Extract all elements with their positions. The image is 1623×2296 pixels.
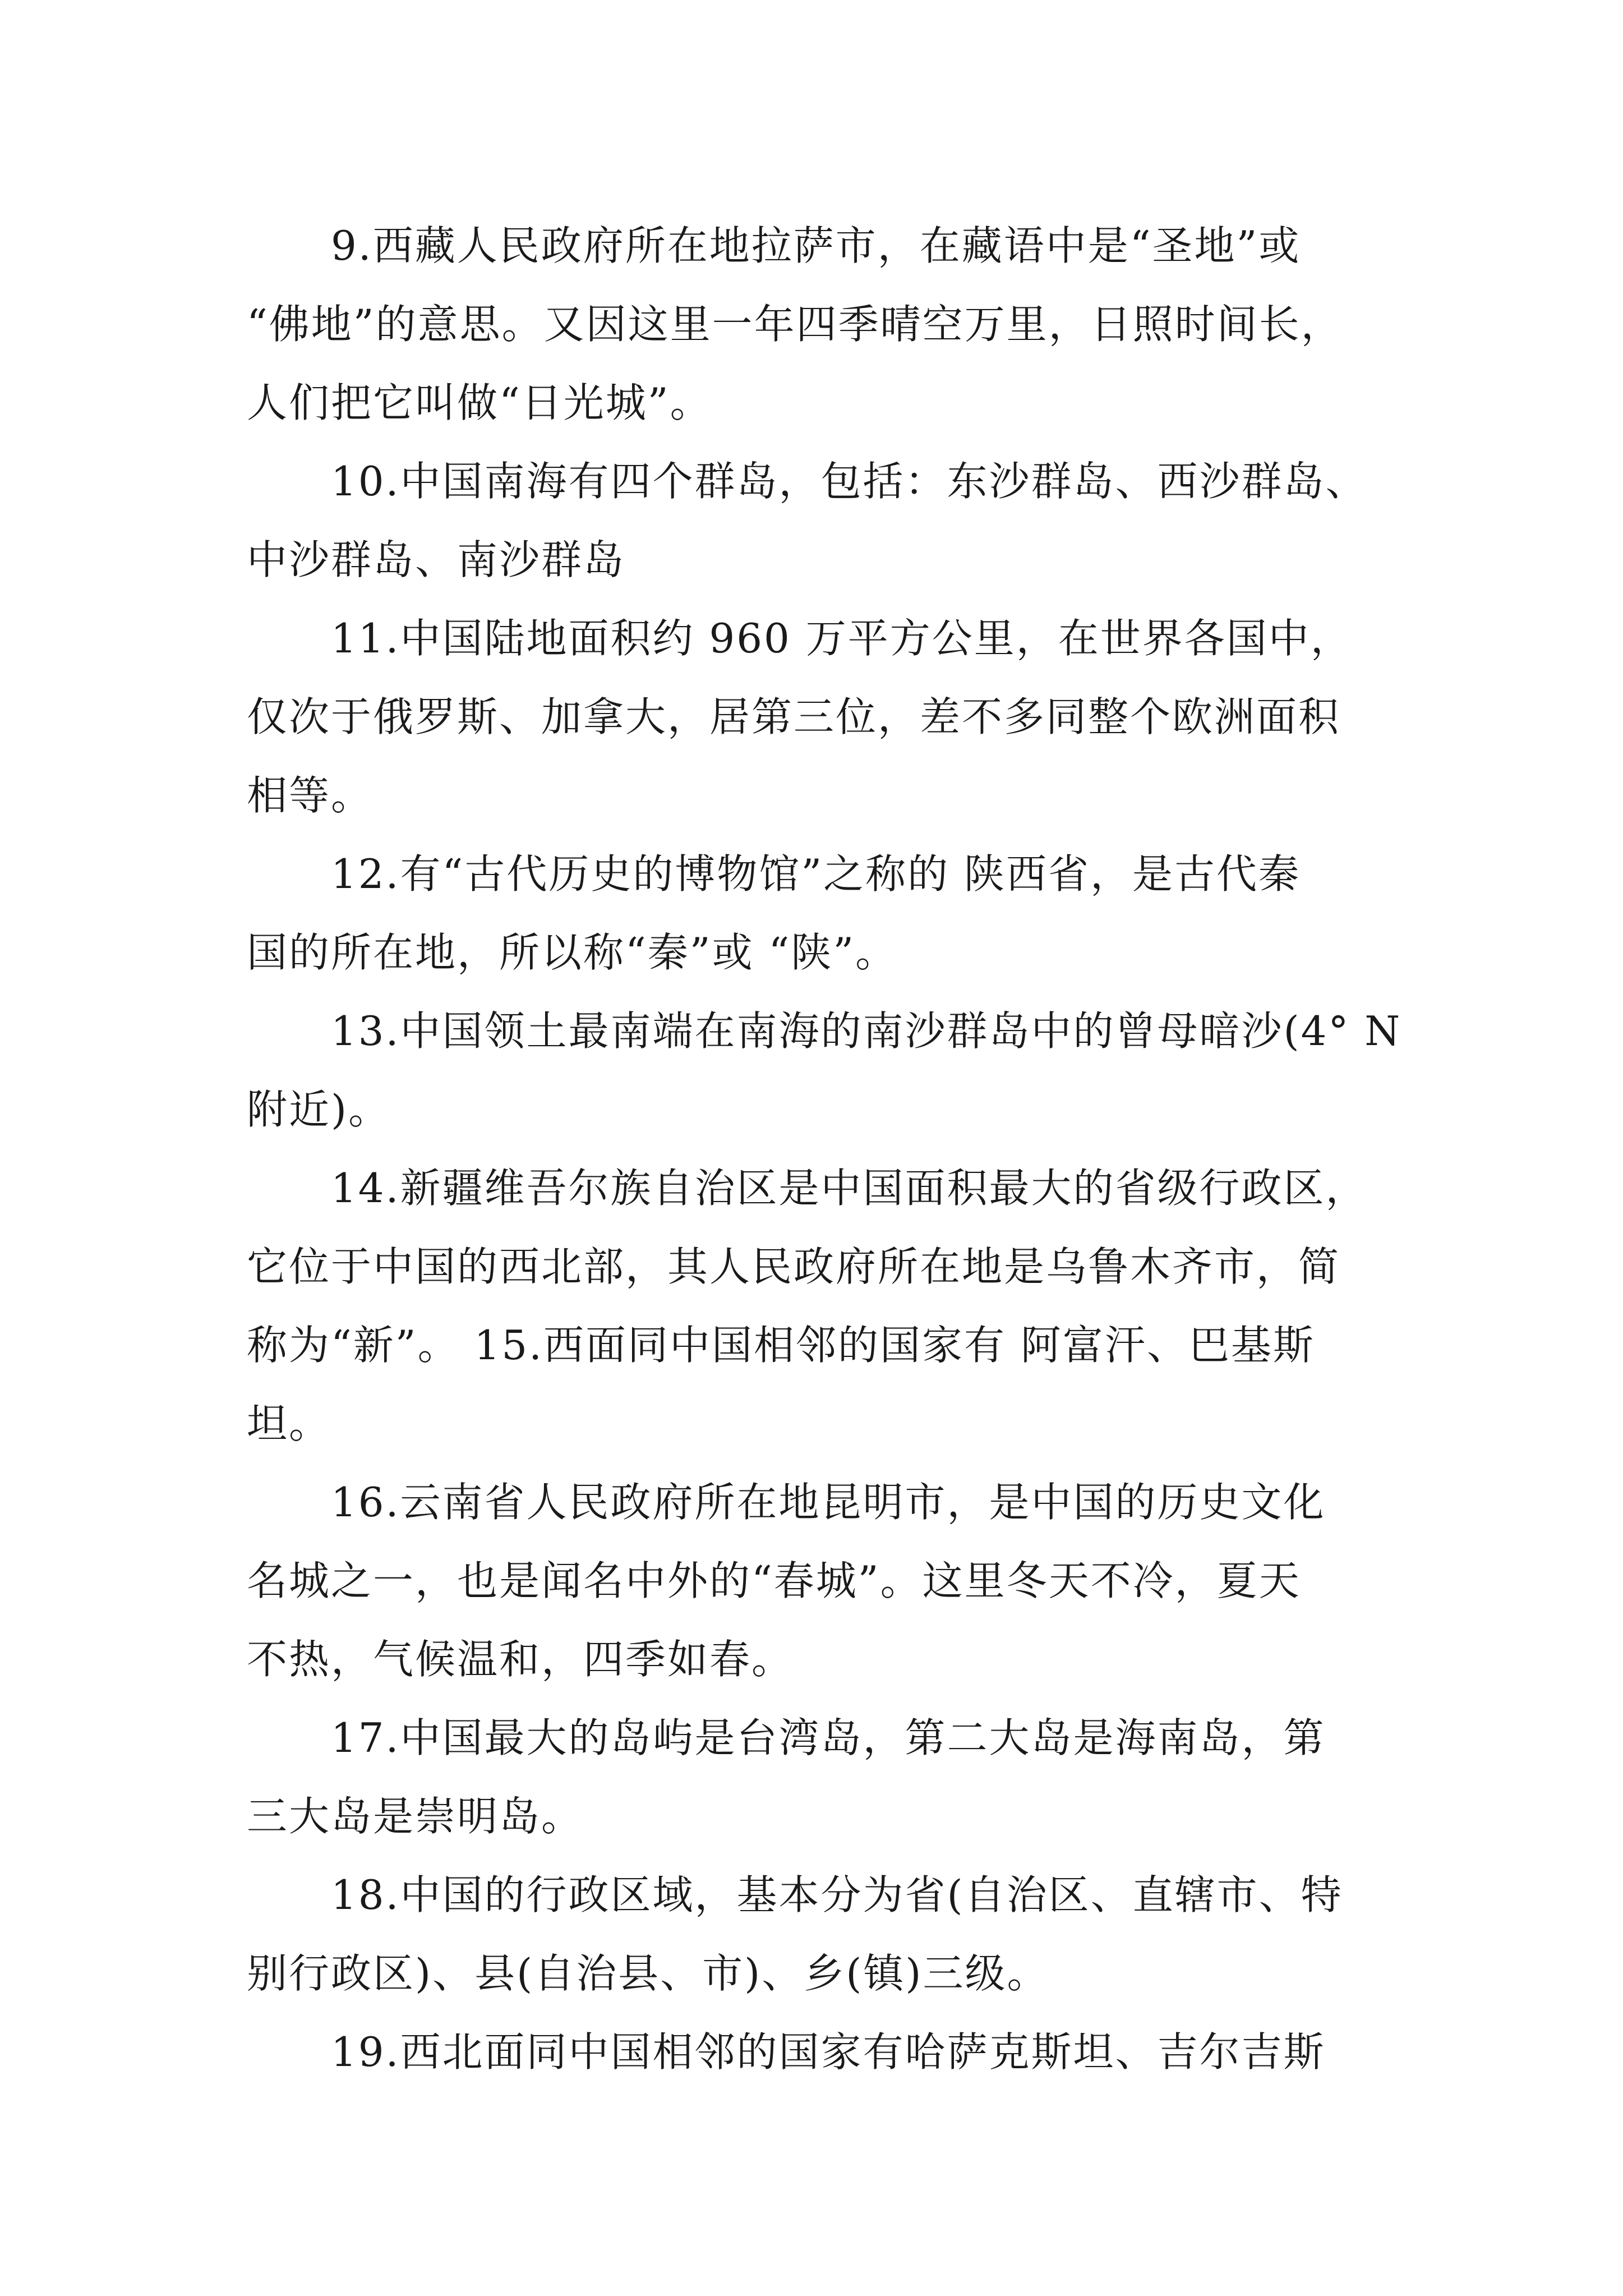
- text-line: 18.中国的行政区域，基本分为省(自治区、直辖市、特: [331, 1871, 1343, 1918]
- text-line: 附近)。: [247, 1086, 391, 1133]
- text-line: 仅次于俄罗斯、加拿大，居第三位，差不多同整个欧洲面积: [247, 693, 1341, 740]
- text-line: 17.中国最大的岛屿是台湾岛，第二大岛是海南岛，第: [331, 1714, 1326, 1761]
- text-line: 10.中国南海有四个群岛，包括：东沙群岛、西沙群岛、: [331, 458, 1368, 505]
- text-line: 中沙群岛、南沙群岛: [247, 536, 626, 583]
- text-line: 称为“新”。 15.西面同中国相邻的国家有 阿富汗、巴基斯: [247, 1322, 1315, 1369]
- text-line: 坦。: [247, 1400, 331, 1447]
- text-line: 三大岛是崇明岛。: [247, 1793, 584, 1840]
- text-line: 12.有“古代历史的博物馆”之称的 陕西省，是古代秦: [331, 850, 1301, 898]
- text-line: 它位于中国的西北部，其人民政府所在地是乌鲁木齐市，简: [247, 1243, 1341, 1290]
- text-line: 名城之一，也是闻名中外的“春城”。这里冬天不冷，夏天: [247, 1557, 1301, 1604]
- text-line: 9.西藏人民政府所在地拉萨市，在藏语中是“圣地”或: [331, 222, 1301, 269]
- text-line: 11.中国陆地面积约 960 万平方公里，在世界各国中，: [331, 615, 1353, 662]
- text-line: 不热，气候温和，四季如春。: [247, 1636, 794, 1683]
- document-body: [247, 206, 1447, 2091]
- text-line: 相等。: [247, 772, 374, 819]
- text-line: “佛地”的意思。又因这里一年四季晴空万里，日照时间长，: [247, 301, 1343, 348]
- text-line: 别行政区)、县(自治县、市)、乡(镇)三级。: [247, 1950, 1049, 1997]
- text-line: 13.中国领土最南端在南海的南沙群岛中的曾母暗沙(4° N: [331, 1007, 1402, 1055]
- text-line: 19.西北面同中国相邻的国家有哈萨克斯坦、吉尔吉斯: [331, 2028, 1326, 2076]
- text-line: 16.云南省人民政府所在地昆明市，是中国的历史文化: [331, 1479, 1326, 1526]
- text-line: 14.新疆维吾尔族自治区是中国面积最大的省级行政区，: [331, 1165, 1368, 1212]
- text-line: 人们把它叫做“日光城”。: [247, 379, 712, 426]
- text-line: 国的所在地，所以称“秦”或 “陕”。: [247, 929, 898, 976]
